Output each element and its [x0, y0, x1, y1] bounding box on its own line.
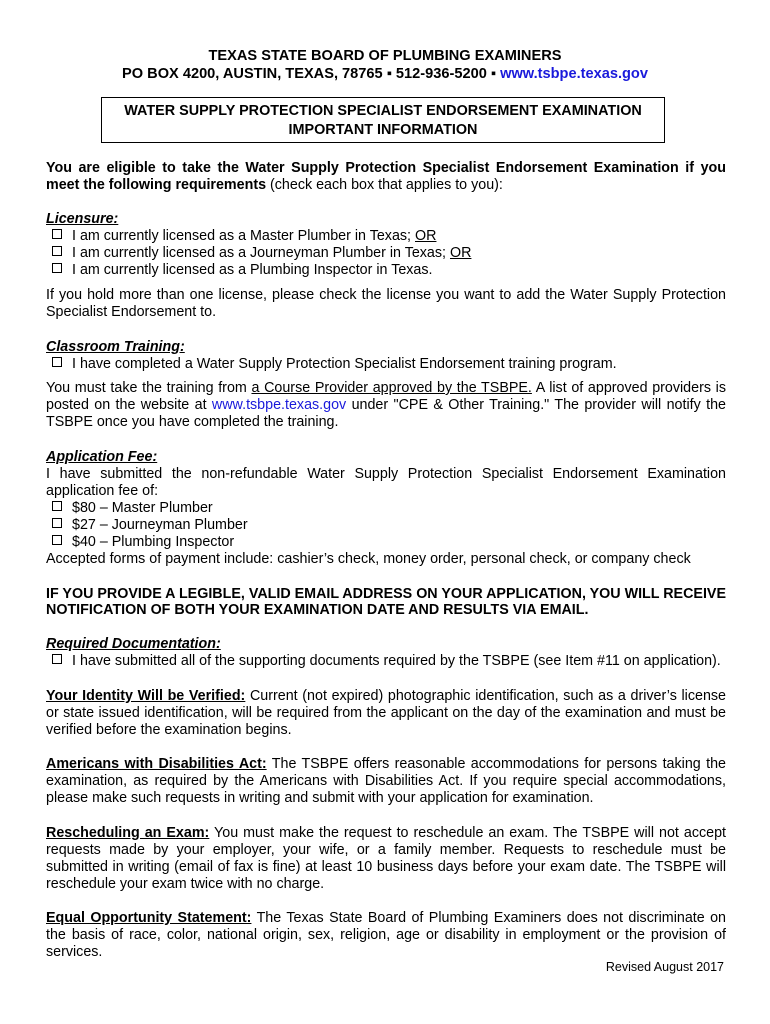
ada-paragraph: Americans with Disabilities Act: The TSBPE offers reasonable accommodations for persons taking the examination, as required by the Americans with Disabilities Act. If you require special accommodations, please make such requests in writing and submit with your application for examination. [46, 756, 726, 806]
fee-inspector-checkbox[interactable]: $40 – Plumbing Inspector [46, 534, 726, 551]
intro-paragraph [46, 160, 726, 194]
checkbox-icon[interactable] [52, 535, 62, 545]
checkbox-icon[interactable] [52, 654, 62, 664]
training-paragraph: You must take the training from a Course Provider approved by the TSBPE. A list of approved providers is posted on the website at www.tsbpe.texas.gov under "CPE & Other Training." The provider will notify the TSBPE once you have completed the training. [46, 380, 726, 430]
fee-journeyman-checkbox[interactable]: $27 – Journeyman Plumber [46, 517, 726, 534]
revision-date: Revised August 2017 [605, 960, 724, 974]
intro-bold: You are eligible to take the Water Supply Protection Specialist Endorsement Examination if you meet the following requirements [46, 160, 726, 193]
contact-line [0, 66, 770, 83]
documentation-section [46, 636, 726, 670]
checkbox-icon[interactable] [52, 518, 62, 528]
licensure-section [46, 211, 726, 279]
payment-forms: Accepted forms of payment include: cashier’s check, money order, personal check, or company check [46, 551, 691, 567]
training-checkbox[interactable]: I have completed a Water Supply Protection Specialist Endorsement training program. [46, 356, 726, 373]
documentation-heading: Required Documentation: [46, 636, 221, 652]
license-note: If you hold more than one license, please check the license you want to add the Water Supply Protection Specialist Endorsement to. [46, 287, 726, 320]
checkbox-icon[interactable] [52, 263, 62, 273]
title-line-2: IMPORTANT INFORMATION [288, 122, 478, 138]
course-provider-link[interactable]: a Course Provider approved by the TSBPE. [251, 380, 532, 396]
documents-checkbox[interactable]: I have submitted all of the supporting documents required by the TSBPE (see Item #11 on application). [46, 653, 726, 670]
fee-text: I have submitted the non-refundable Water Supply Protection Specialist Endorsement Examination application fee of: [46, 466, 726, 499]
checkbox-icon[interactable] [52, 357, 62, 367]
license-inspector-checkbox[interactable]: I am currently licensed as a Plumbing Inspector in Texas. [46, 262, 726, 279]
fee-master-checkbox[interactable]: $80 – Master Plumber [46, 500, 726, 517]
board-name: TEXAS STATE BOARD OF PLUMBING EXAMINERS [208, 48, 562, 64]
classroom-heading: Classroom Training: [46, 339, 185, 355]
license-master-checkbox[interactable]: I am currently licensed as a Master Plumber in Texas; OR [46, 228, 726, 245]
license-journeyman-checkbox[interactable]: I am currently licensed as a Journeyman Plumber in Texas; OR [46, 245, 726, 262]
classroom-section [46, 339, 726, 373]
equal-opportunity-paragraph: Equal Opportunity Statement: The Texas State Board of Plumbing Examiners does not discriminate on the basis of race, color, national origin, sex, religion, age or disability in employment or the provision of services. [46, 910, 727, 960]
identity-paragraph: Your Identity Will be Verified: Current (not expired) photographic identification, such as a driver’s license or state issued identification, will be required from the applicant on the day of the examination and must be verified before the examination begins. [46, 688, 726, 738]
reschedule-paragraph: Rescheduling an Exam: You must make the request to reschedule an exam. The TSBPE will not accept requests made by your employer, your wife, or a family member. Requests to reschedule must be submitted in writing (email of fax is fine) at least 10 business days before your exam date. The TSBPE will reschedule your exam twice with no charge. [46, 825, 727, 892]
address-phone: PO BOX 4200, AUSTIN, TEXAS, 78765 ▪ 512-936-5200 ▪ [122, 66, 501, 82]
checkbox-icon[interactable] [52, 501, 62, 511]
title-box [101, 97, 665, 143]
checkbox-icon[interactable] [52, 229, 62, 239]
title-line-1: WATER SUPPLY PROTECTION SPECIALIST ENDORSEMENT EXAMINATION [124, 103, 642, 119]
fee-heading: Application Fee: [46, 449, 158, 465]
website-link[interactable]: www.tsbpe.texas.gov [500, 66, 648, 82]
website-link-inline[interactable]: www.tsbpe.texas.gov [211, 397, 347, 413]
checkbox-icon[interactable] [52, 246, 62, 256]
intro-normal: (check each box that applies to you): [266, 177, 503, 193]
email-notice: IF YOU PROVIDE A LEGIBLE, VALID EMAIL ADDRESS ON YOUR APPLICATION, YOU WILL RECEIVE NOTIFICATION OF BOTH YOUR EXAMINATION DATE AND RESULTS VIA EMAIL. [46, 586, 726, 618]
licensure-heading: Licensure: [46, 211, 119, 227]
fee-section [46, 449, 726, 568]
